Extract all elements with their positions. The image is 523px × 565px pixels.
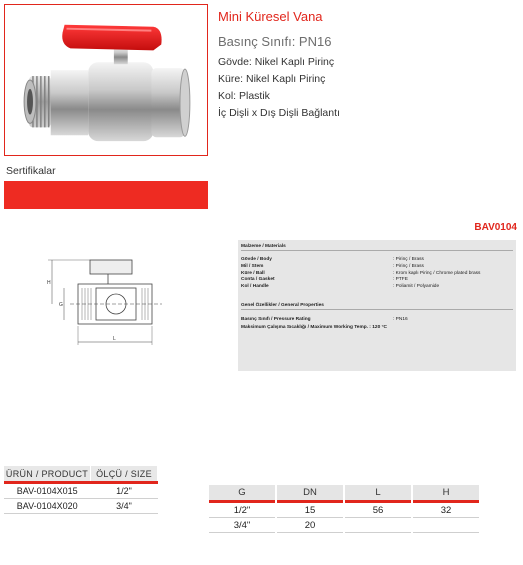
dim-g-label: G [59,302,63,308]
material-row: Mil / Stem : Pirinç / Brass [241,263,424,269]
product-title: Mini Küresel Vana [218,9,323,24]
size-cell: 1/2" [91,483,158,499]
product-photo [4,4,208,156]
spec-body: Gövde: Nikel Kaplı Pirinç [218,56,335,68]
dn-cell: 20 [277,518,343,533]
g-cell: 3/4" [209,518,275,533]
table-row [4,499,158,514]
material-row: Gövde / Body : Pirinç / Brass [241,257,424,262]
l-cell [345,518,411,533]
size-cell: 3/4" [91,499,158,514]
product-code-cell: BAV-0104X015 [4,483,91,499]
g-cell: 1/2" [209,503,275,518]
product-code: BAV0104 [474,222,517,233]
material-row: Kol / Handle : Poliamit / Polyamide [241,284,440,290]
dimensions-table [207,485,481,533]
l-cell: 56 [345,503,411,518]
technical-drawing [38,248,168,348]
dn-cell: 15 [277,503,343,518]
product-table [4,466,158,514]
material-row: Küre / Ball : Krom kaplı Pirinç / Chrome plated brass [241,270,481,276]
certificates-label: Sertifikalar [6,165,56,177]
dim-l-label: L [113,336,116,342]
product-code-cell: BAV-0104X020 [4,499,91,514]
l-header: L [345,485,411,503]
h-header: H [413,485,479,503]
table-row [209,503,479,518]
spec-handle: Kol: Plastik [218,90,270,102]
materials-panel [238,240,516,371]
materials-heading: Malzeme / Materials [241,244,513,251]
g-header: G [209,485,275,503]
material-row: Conta / Gasket : PTFE [241,277,408,283]
pressure-class: Basınç Sınıfı: PN16 [218,34,332,49]
dn-header: DN [277,485,343,503]
certificates-bar [4,181,208,209]
spec-connection: İç Dişli x Dış Dişli Bağlantı [218,107,340,119]
product-header: ÜRÜN / PRODUCT [4,466,91,483]
table-row [4,483,158,499]
spec-ball: Küre: Nikel Kaplı Pirinç [218,73,326,85]
h-cell: 32 [413,503,479,518]
size-header: ÖLÇÜ / SIZE [91,466,158,483]
property-row: Maksimum Çalışma Sıcaklığı / Maximum Working Temp. : 120 °C [241,324,387,330]
dim-h-label: H [47,280,51,286]
property-row: Basınç Sınıfı / Pressure Rating : PN16 [241,316,408,322]
h-cell [413,518,479,533]
general-properties-heading: Genel Özellikler / General Properties [241,303,513,310]
table-row [209,518,479,533]
